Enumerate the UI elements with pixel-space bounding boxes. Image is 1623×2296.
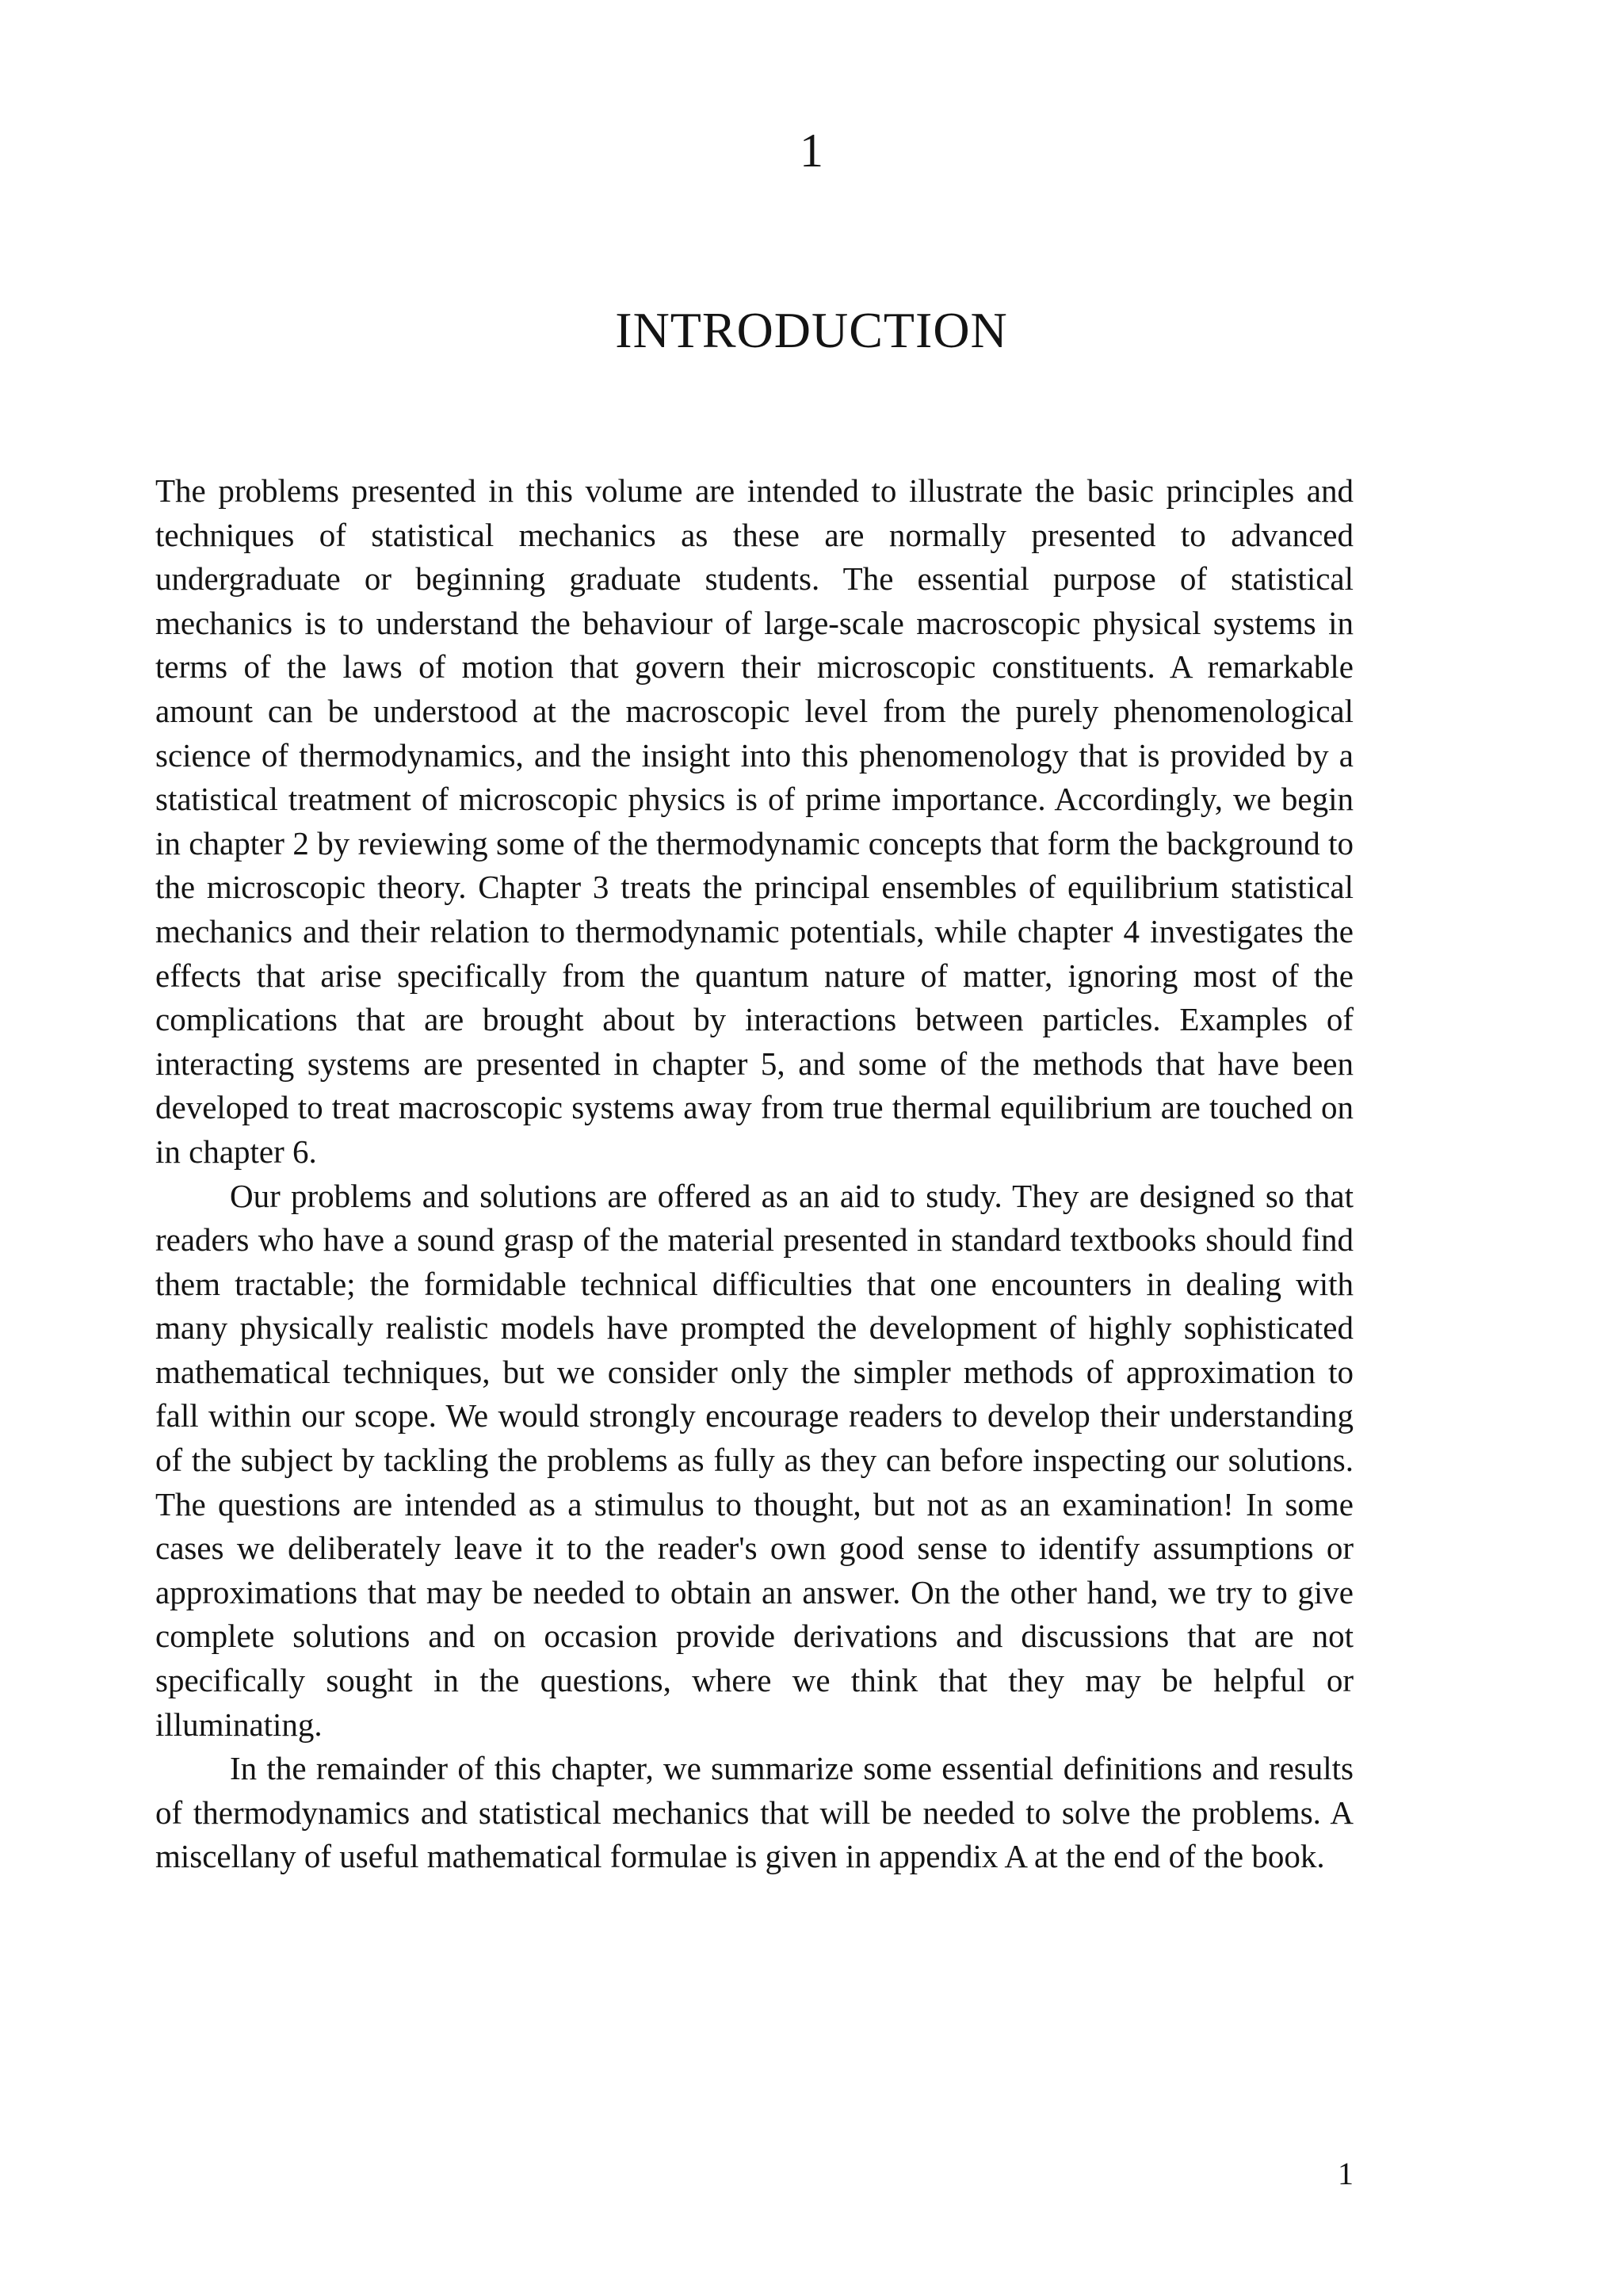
page-number: 1 [1338, 2156, 1354, 2191]
paragraph-3: In the remainder of this chapter, we summarize some essential definitions and results of thermodynamics and statistical mechanics that will be needed to solve the problems. A miscellany of useful mathematical formulae is given in appendix A at the end of the book. [155, 1750, 1354, 1875]
chapter-title: INTRODUCTION [615, 302, 1008, 358]
paragraph-1: The problems presented in this volume are intended to illustrate the basic principles and techniques of statistical mechanics as these are normally presented to advanced undergraduate or beginning graduate students. The essential purpose of statistical mechanics is to understand the behaviour of large-scale macroscopic physical systems in terms of the laws of motion that govern their microscopic constituents. A remarkable amount can be understood at the macroscopic level from the purely phenomenological science of thermodynamics, and the insight into this phenomenology that is provided by a statistical treatment of microscopic physics is of prime importance. Accordingly, we begin in chapter 2 by reviewing some of the thermodynamic concepts that form the background to the microscopic theory. Chapter 3 treats the principal ensembles of equilibrium statistical mechanics and their relation to thermodynamic potentials, while chapter 4 investigates the effects that arise specifically from the quantum nature of matter, ignoring most of the complications that are brought about by interactions between particles. Examples of interacting systems are presented in chapter 5, and some of the methods that have been developed to treat macroscopic systems away from true thermal equilibrium are touched on in chapter 6. [155, 472, 1354, 1170]
chapter-body [155, 469, 1354, 1879]
paragraph-2: Our problems and solutions are offered as an aid to study. They are designed so that readers who have a sound grasp of the material presented in standard textbooks should find them tractable; the formidable technical difficulties that one encounters in dealing with many physically realistic models have prompted the development of highly sophisticated mathematical techniques, but we consider only the simpler methods of approximation to fall within our scope. We would strongly encourage readers to develop their understanding of the subject by tackling the problems as fully as they can before inspecting our solutions. The questions are intended as a stimulus to thought, but not as an examination! In some cases we deliberately leave it to the reader's own good sense to identify assumptions or approximations that may be needed to obtain an answer. On the other hand, we try to give complete solutions and on occasion provide derivations and discussions that are not specifically sought in the questions, where we think that they may be helpful or illuminating. [155, 1177, 1354, 1743]
chapter-number: 1 [800, 124, 823, 177]
